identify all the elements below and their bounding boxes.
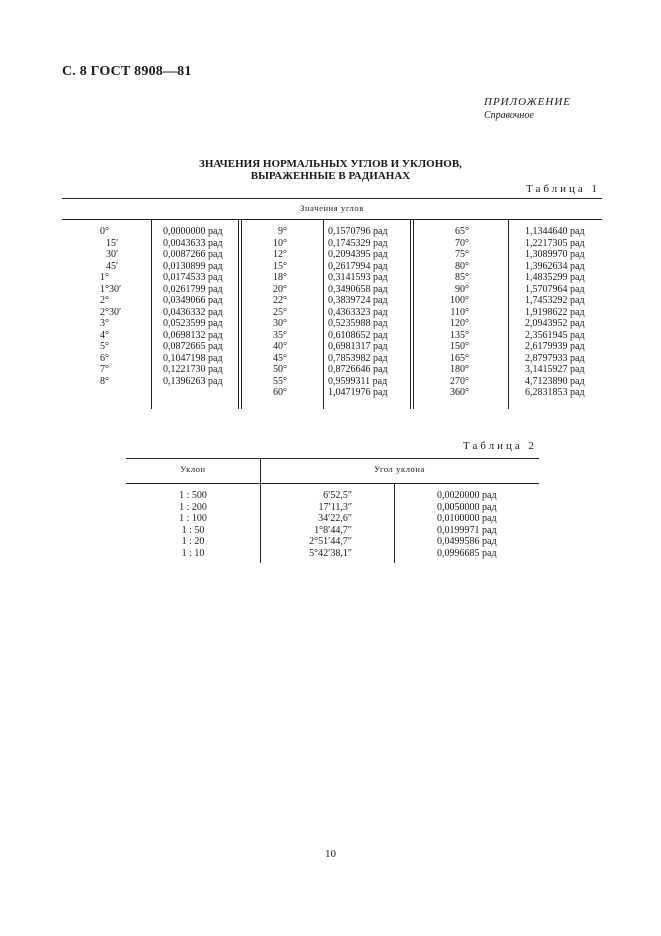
- page-number: 10: [325, 848, 336, 860]
- table1-angle-cell: 165°: [450, 352, 469, 364]
- table2-degree-cell: 34′22,6″: [318, 513, 352, 524]
- table2-slope-cell: 1 : 10: [181, 547, 205, 559]
- table1-radian-cell: 4,7123890 рад: [525, 375, 585, 387]
- table1-angle-cell: 10°: [273, 237, 287, 249]
- table1-radian-cell: 0,1221730 рад: [163, 364, 223, 375]
- table2-label: Таблица 2: [463, 440, 538, 452]
- table1-angle-cell: 2°: [100, 295, 109, 306]
- table1-radian-cell: 1,4835299 рад: [525, 272, 585, 283]
- table2-slope-cell: 1 : 20: [181, 536, 205, 547]
- table2-col-angle: Угол уклона: [374, 464, 425, 474]
- table1-angle-cell: 12°: [273, 249, 287, 260]
- table1-angle-cell: 15°: [273, 260, 287, 272]
- table1-top-rule: [62, 198, 602, 199]
- table2-slope-cell: 1 : 50: [181, 524, 205, 536]
- table1-radian-cell: 0,1745329 рад: [328, 237, 388, 249]
- section-title-line-2: ВЫРАЖЕННЫЕ В РАДИАНАХ: [250, 170, 411, 182]
- table1-angle-cell: 30°: [273, 318, 287, 329]
- table2-slope-cell: 1 : 500: [179, 490, 207, 501]
- table1-angle-cell: 90°: [455, 283, 469, 295]
- table1-radian-cell: 0,1396263 рад: [163, 375, 223, 387]
- table1-angle-cell: 360°: [450, 387, 469, 398]
- table1-radian-cell: 0,9599311 рад: [328, 375, 388, 387]
- table1-angle-cell: 8°: [100, 375, 109, 387]
- table1-radian-cell: 0,2617994 рад: [328, 260, 388, 272]
- table1-angle-cell: 18°: [273, 272, 287, 283]
- table1-angle-cell: 1°30′: [100, 283, 122, 295]
- table2-degree-cell: 6′52,5″: [323, 490, 352, 501]
- table1-header-rule: [62, 219, 602, 220]
- table1-radian-cell: 0,8726646 рад: [328, 364, 388, 375]
- table1-angle-cell: 40°: [273, 341, 287, 352]
- table1-radian-cell: 6,2831853 рад: [525, 387, 585, 398]
- table1-radian-cell: 0,0436332 рад: [163, 306, 223, 318]
- table1-angle-cell: 45′: [106, 260, 119, 272]
- table1-angle-cell: 110°: [450, 306, 469, 318]
- table2-degree-cell: 2°51′44,7″: [309, 536, 352, 547]
- table1-radian-cell: 2,3561945 рад: [525, 329, 585, 341]
- table1-radian-cell: 0,0698132 рад: [163, 329, 223, 341]
- table2-degree-cell: 5°42′38,1″: [309, 547, 352, 559]
- table1-angle-cell: 22°: [273, 295, 287, 306]
- table2-col-slope: Уклон: [180, 464, 206, 474]
- appendix-label: ПРИЛОЖЕНИЕ: [484, 96, 571, 108]
- table1-label: Таблица 1: [526, 183, 601, 195]
- table1-angle-cell: 65°: [455, 226, 469, 237]
- table1-angle-cell: 120°: [450, 318, 469, 329]
- table1-angle-cell: 7°: [100, 364, 109, 375]
- table1-angle-cell: 6°: [100, 352, 109, 364]
- table1-radian-cell: 1,9198622 рад: [525, 306, 585, 318]
- table2-top-rule: [126, 458, 539, 459]
- table1-radian-cell: 0,4363323 рад: [328, 306, 388, 318]
- table1-angle-cell: 1°: [100, 272, 109, 283]
- table1-angle-cell: 150°: [450, 341, 469, 352]
- table1-radian-cell: 0,3141593 рад: [328, 272, 388, 283]
- table1-angle-cell: 25°: [273, 306, 287, 318]
- table1-radian-cell: 0,3490658 рад: [328, 283, 388, 295]
- table1-angle-cell: 75°: [455, 249, 469, 260]
- table1-angle-cell: 35°: [273, 329, 287, 341]
- table1-radian-cell: 0,0000000 рад: [163, 226, 223, 237]
- table2-body: [0, 490, 661, 565]
- table1-radian-cell: 0,0523599 рад: [163, 318, 223, 329]
- table2-degree-cell: 17′11,3″: [318, 501, 352, 513]
- table1-angle-cell: 85°: [455, 272, 469, 283]
- table1-radian-cell: 0,0261799 рад: [163, 283, 223, 295]
- table1-radian-cell: 0,2094395 рад: [328, 249, 388, 260]
- table1-radian-cell: 0,0130899 рад: [163, 260, 223, 272]
- table1-angle-cell: 15′: [106, 237, 119, 249]
- table2-radian-cell: 0,0199971 рад: [437, 524, 497, 536]
- table1-angle-cell: 0°: [100, 226, 109, 237]
- table1-angle-cell: 50°: [273, 364, 287, 375]
- table1-angle-cell: 5°: [100, 341, 109, 352]
- table1-angle-cell: 9°: [278, 226, 287, 237]
- table1-angle-cell: 55°: [273, 375, 287, 387]
- table1-radian-cell: 1,7453292 рад: [525, 295, 585, 306]
- appendix-note: [484, 96, 571, 121]
- table1-radian-cell: 1,0471976 рад: [328, 387, 388, 398]
- table1-radian-cell: 2,6179939 рад: [525, 341, 585, 352]
- table1-radian-cell: 1,3962634 рад: [525, 260, 585, 272]
- section-title-line-1: ЗНАЧЕНИЯ НОРМАЛЬНЫХ УГЛОВ И УКЛОНОВ,: [199, 158, 462, 170]
- table1-radian-cell: 0,1570796 рад: [328, 226, 388, 237]
- table2-slope-cell: 1 : 100: [179, 513, 207, 524]
- table1-radian-cell: 0,0349066 рад: [163, 295, 223, 306]
- table1-radian-cell: 3,1415927 рад: [525, 364, 585, 375]
- table1-radian-cell: 0,0872665 рад: [163, 341, 223, 352]
- appendix-type: Справочное: [484, 110, 534, 121]
- table2-radian-cell: 0,0020000 рад: [437, 490, 497, 501]
- table1-angle-cell: 45°: [273, 352, 287, 364]
- table2-radian-cell: 0,0050000 рад: [437, 501, 497, 513]
- table1-radian-cell: 0,5235988 рад: [328, 318, 388, 329]
- table1-angle-cell: 70°: [455, 237, 469, 249]
- table1-angle-cell: 270°: [450, 375, 469, 387]
- table2-degree-cell: 1°8′44,7″: [314, 524, 352, 536]
- table1-angle-cell: 60°: [273, 387, 287, 398]
- table2-radian-cell: 0,0100000 рад: [437, 513, 497, 524]
- section-title: [0, 158, 661, 182]
- table1-radian-cell: 0,0087266 рад: [163, 249, 223, 260]
- table1-radian-cell: 0,1047198 рад: [163, 352, 223, 364]
- table1-header: Значения углов: [300, 203, 364, 213]
- table1-angle-cell: 3°: [100, 318, 109, 329]
- table1-radian-cell: 0,7853982 рад: [328, 352, 388, 364]
- table1-angle-cell: 2°30′: [100, 306, 122, 318]
- table1-angle-cell: 180°: [450, 364, 469, 375]
- table1-angle-cell: 80°: [455, 260, 469, 272]
- table1-angle-cell: 30′: [106, 249, 119, 260]
- table1-radian-cell: 2,8797933 рад: [525, 352, 585, 364]
- table1-radian-cell: 0,0174533 рад: [163, 272, 223, 283]
- table1-angle-cell: 4°: [100, 329, 109, 341]
- document-header: С. 8 ГОСТ 8908—81: [62, 64, 192, 79]
- table1-radian-cell: 0,0043633 рад: [163, 237, 223, 249]
- table1-radian-cell: 1,1344640 рад: [525, 226, 585, 237]
- table1-radian-cell: 1,3089970 рад: [525, 249, 585, 260]
- table1-radian-cell: 0,6981317 рад: [328, 341, 388, 352]
- table1-radian-cell: 1,2217305 рад: [525, 237, 585, 249]
- table1-radian-cell: 0,3839724 рад: [328, 295, 388, 306]
- table1-body: [0, 226, 661, 416]
- table2-slope-cell: 1 : 200: [179, 501, 207, 513]
- table2-radian-cell: 0,0996685 рад: [437, 547, 497, 559]
- table1-angle-cell: 100°: [450, 295, 469, 306]
- table1-radian-cell: 0,6108652 рад: [328, 329, 388, 341]
- table1-radian-cell: 2,0943952 рад: [525, 318, 585, 329]
- table1-angle-cell: 20°: [273, 283, 287, 295]
- table2-radian-cell: 0,0499586 рад: [437, 536, 497, 547]
- table2-header-rule: [126, 483, 539, 484]
- table1-angle-cell: 135°: [450, 329, 469, 341]
- table1-radian-cell: 1,5707964 рад: [525, 283, 585, 295]
